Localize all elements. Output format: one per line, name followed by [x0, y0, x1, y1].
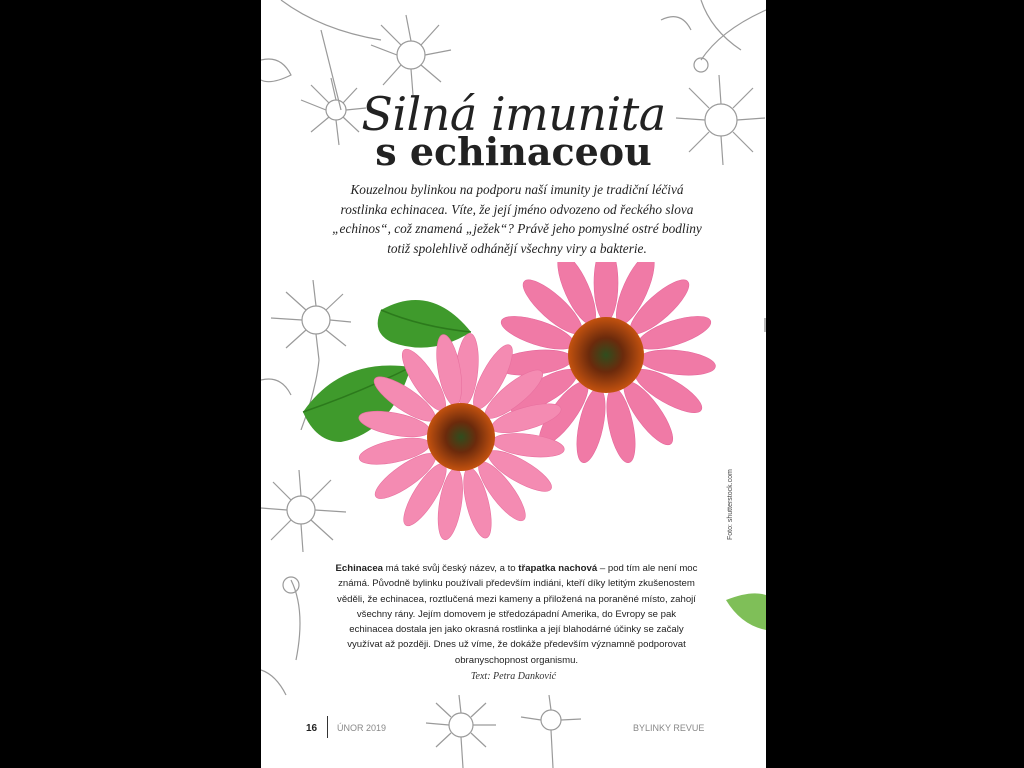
page-number: 16 [306, 723, 318, 734]
issue-date: ÚNOR 2019 [337, 723, 387, 733]
footer-divider [327, 716, 328, 738]
body-text-part1: má také svůj český název, a to [383, 563, 519, 574]
botanical-sketch-bottom [411, 695, 611, 768]
article-title-line2: s echinaceou [375, 129, 652, 174]
body-text-part2: – pod tím ale není moc známá. Původně bylinku používali především indiáni, kteří díky letitým zkušenostem věděli, že echinacea, roztlučená mezi kameny a přiložená na poraněné místo, zahojí všechny rány. Jejím domovem je středozápadní Amerika, do Evropy se pak echinacea dostala jen jako okrasná rostlinka a její blahodárné účinky se začaly využívat až později. Dnes už víme, že dokáže především významně podporovat obranyschopnost organismu. [337, 563, 698, 666]
body-bold-trapatka: třapatka nachová [518, 563, 598, 574]
article-intro: Kouzelnou bylinkou na podporu naší imunity je tradiční léčivá rostlinka echinacea. Víte, že její jméno odvozeno od řeckého slova „echinos“, což znamená „ježek“? Právě jeho pomyslné ostré bodliny totiž spolehlivě odhánějí všechny viry a bakterie. [332, 182, 702, 256]
article-title-line1: Silná imunita [361, 87, 666, 141]
page-edge-mark [764, 318, 766, 332]
photo-credit: Foto: shutterstock.com [727, 469, 734, 540]
green-leaf-fragment [726, 590, 766, 635]
body-bold-echinacea: Echinacea [335, 563, 383, 574]
magazine-page [261, 0, 766, 768]
article-author: Text: Petra Danković [470, 671, 557, 682]
echinacea-flowers-photo [301, 262, 741, 552]
magazine-name: BYLINKY REVUE [633, 723, 705, 733]
article-body [334, 561, 699, 668]
